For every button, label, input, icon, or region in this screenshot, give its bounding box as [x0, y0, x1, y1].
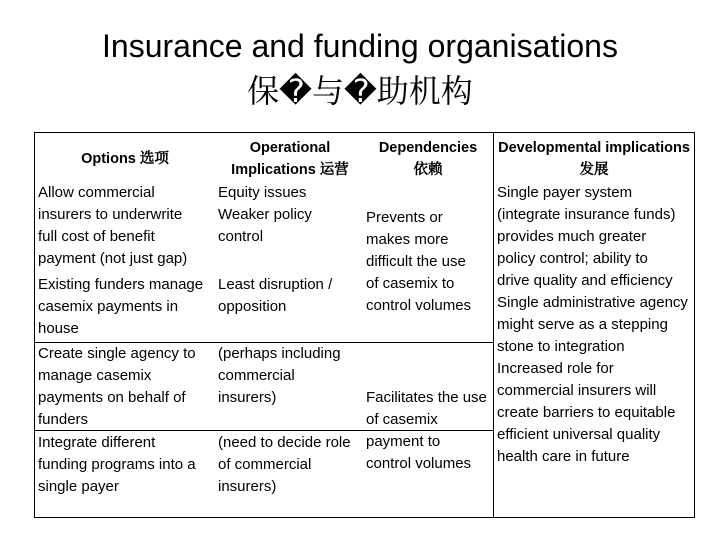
header-options: Options 选项 [81, 151, 169, 167]
developmental-line: health care in future [497, 448, 630, 465]
dependencies-line: of casemix to [366, 275, 455, 292]
dependencies-line: payment to [366, 433, 441, 450]
option-line: casemix payments in [38, 298, 179, 315]
header-operational-line: Implications 运营 [231, 162, 349, 178]
developmental-line: drive quality and efficiency [497, 272, 673, 289]
developmental-line: policy control; ability to [497, 250, 648, 267]
option-line: funders [38, 411, 89, 428]
header-dependencies-line: 依赖 [413, 162, 443, 178]
header-dependencies [363, 137, 493, 181]
option-cell [38, 274, 203, 340]
option-line: single payer [38, 478, 119, 495]
option-line: manage casemix [38, 367, 152, 384]
option-line: payments on behalf of [38, 389, 186, 406]
option-line: house [38, 320, 79, 337]
developmental-line: (integrate insurance funds) [497, 206, 676, 223]
dependencies-cell [366, 207, 471, 317]
operational-line: control [218, 228, 264, 245]
dependencies-cell [366, 387, 487, 475]
developmental-line: stone to integration [497, 338, 625, 355]
operational-line: insurers) [218, 389, 277, 406]
options-table [34, 132, 695, 518]
slide-title-chinese: 保�与�助机构 [247, 73, 473, 109]
header-developmental-line: Developmental implications [498, 140, 690, 156]
header-operational-line: Operational [249, 140, 331, 156]
operational-line: Least disruption / [218, 276, 333, 293]
developmental-line: commercial insurers will [497, 382, 657, 399]
operational-line: Weaker policy [218, 206, 312, 223]
header-operational [215, 137, 365, 181]
slide-title-english: Insurance and funding organisations [102, 28, 618, 64]
column-divider [493, 133, 494, 518]
operational-line: opposition [218, 298, 287, 315]
option-line: Integrate different [38, 434, 156, 451]
developmental-line: Increased role for [497, 360, 614, 377]
developmental-line: Single payer system [497, 184, 633, 201]
dependencies-line: difficult the use [366, 253, 466, 270]
operational-cell [218, 432, 351, 498]
dependencies-line: makes more [366, 231, 449, 248]
operational-cell [218, 274, 332, 318]
header-developmental-line: 发展 [579, 162, 609, 178]
option-line: Create single agency to [38, 345, 196, 362]
developmental-cell [497, 182, 688, 468]
option-cell [38, 432, 196, 498]
option-line: Allow commercial [38, 184, 155, 201]
operational-line: insurers) [218, 478, 277, 495]
developmental-line: might serve as a stepping [497, 316, 668, 333]
header-dependencies-line: Dependencies [378, 140, 478, 156]
operational-line: commercial [218, 367, 295, 384]
dependencies-line: Prevents or [366, 209, 443, 226]
operational-cell [218, 182, 312, 248]
operational-line: of commercial [218, 456, 312, 473]
dependencies-line: Facilitates the use [366, 389, 487, 406]
option-line: full cost of benefit [38, 228, 155, 245]
developmental-line: efficient universal quality [497, 426, 661, 443]
option-line: insurers to underwrite [38, 206, 183, 223]
dependencies-line: control volumes [366, 455, 472, 472]
header-developmental [493, 137, 695, 181]
operational-line: Equity issues [218, 184, 307, 201]
operational-line: (need to decide role [218, 434, 351, 451]
option-line: payment (not just gap) [38, 250, 188, 267]
developmental-line: create barriers to equitable [497, 404, 676, 421]
option-cell [38, 182, 187, 270]
option-line: Existing funders manage [38, 276, 204, 293]
dependencies-line: of casemix [366, 411, 438, 428]
operational-line: (perhaps including [218, 345, 341, 362]
developmental-line: Single administrative agency [497, 294, 688, 311]
dependencies-line: control volumes [366, 297, 472, 314]
option-line: funding programs into a [38, 456, 196, 473]
option-cell [38, 343, 196, 431]
developmental-line: provides much greater [497, 228, 647, 245]
operational-cell [218, 343, 341, 409]
